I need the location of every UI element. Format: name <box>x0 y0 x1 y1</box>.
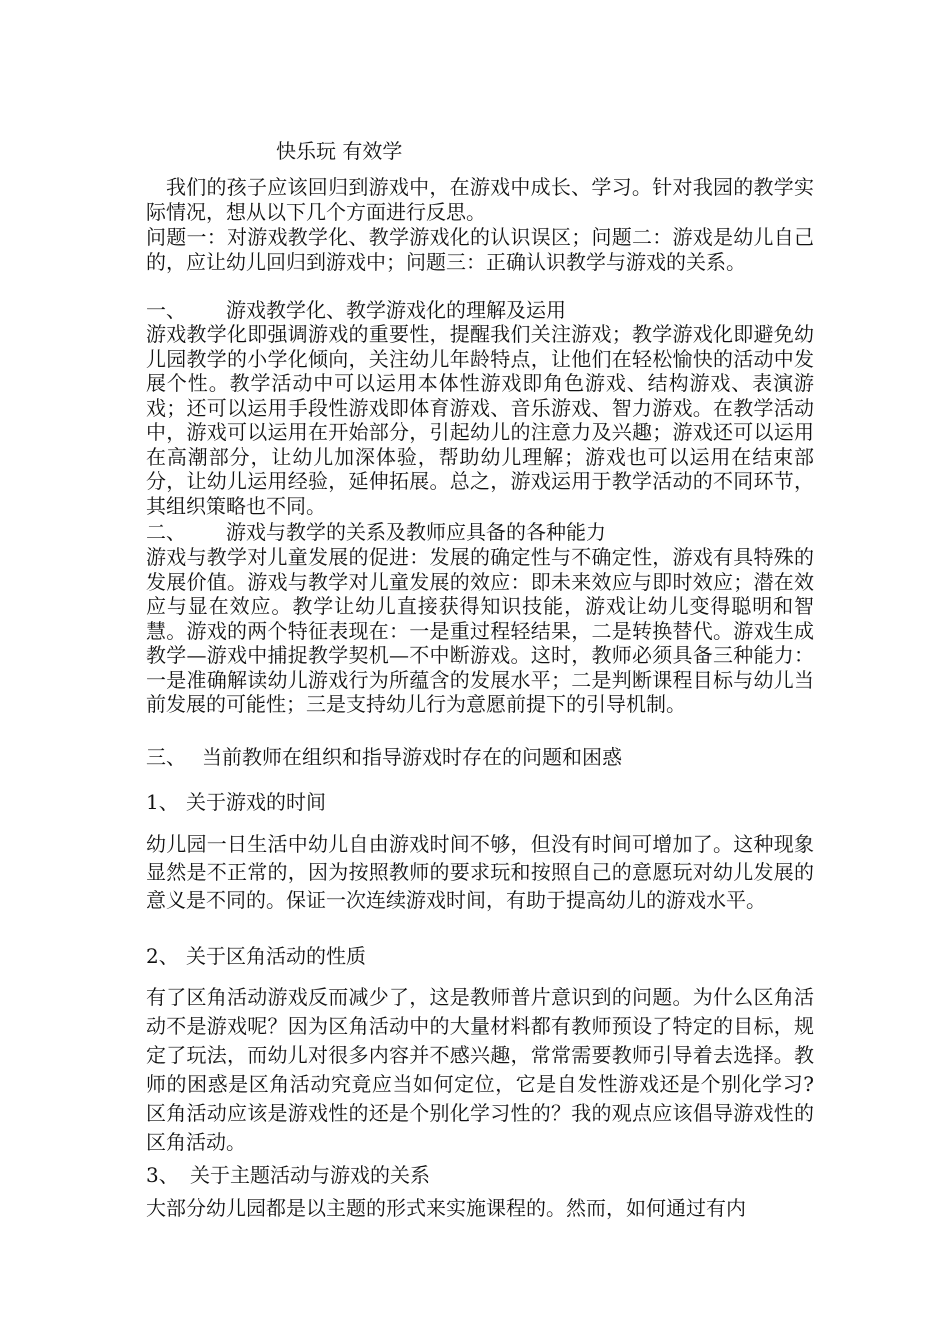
item3-heading <box>146 1163 430 1187</box>
item1-number: 1、 <box>146 790 179 814</box>
section2-title: 游戏与教学的关系及教师应具备的各种能力 <box>226 520 606 544</box>
section1-heading <box>146 298 566 322</box>
section1-text: 游戏教学化即强调游戏的重要性，提醒我们关注游戏；教学游戏化即避免幼儿园教学的小学化倾向，关注幼儿年龄特点，让他们在轻松愉快的活动中发展个性。教学活动中可以运用本体性游戏即角色游戏、结构游戏、表演游戏；还可以运用手段性游戏即体育游戏、音乐游戏、智力游戏。在教学活动中，游戏可以运用在开始部分，引起幼儿的注意力及兴趣；游戏还可以运用在高潮部分，让幼儿加深体验，帮助幼儿理解；游戏也可以运用在结束部分，让幼儿运用经验，延伸拓展。总之，游戏运用于教学活动的不同环节，其组织策略也不同。 <box>146 322 814 518</box>
item3-body <box>146 1196 814 1221</box>
item2-heading <box>146 944 366 968</box>
item2-number: 2、 <box>146 944 179 968</box>
intro-paragraph <box>146 175 814 224</box>
section3-number: 三、 <box>146 745 186 769</box>
problems-text: 问题一：对游戏教学化、教学游戏化的认识误区；问题二：游戏是幼儿自己的，应让幼儿回归到游戏中；问题三：正确认识教学与游戏的关系。 <box>146 225 814 274</box>
section3-title: 当前教师在组织和指导游戏时存在的问题和困惑 <box>202 745 622 769</box>
item1-body <box>146 830 814 914</box>
item2-body <box>146 983 814 1157</box>
item2-text: 有了区角活动游戏反而减少了，这是教师普片意识到的问题。为什么区角活动不是游戏呢？因为区角活动中的大量材料都有教师预设了特定的目标，规定了玩法，而幼儿对很多内容并不感兴趣，常常需要教师引导着去选择。教师的困惑是区角活动究竟应当如何定位，它是自发性游戏还是个别化学习?区角活动应该是游戏性的还是个别化学习性的？我的观点应该倡导游戏性的区角活动。 <box>146 985 814 1154</box>
section1-body <box>146 322 814 518</box>
item1-heading <box>146 790 326 814</box>
section1-number: 一、 <box>146 298 186 322</box>
section1-title: 游戏教学化、教学游戏化的理解及运用 <box>226 298 566 322</box>
problems-paragraph <box>146 225 814 274</box>
section3-heading <box>146 745 622 769</box>
item1-title: 关于游戏的时间 <box>186 790 326 814</box>
intro-text: 我们的孩子应该回归到游戏中，在游戏中成长、学习。针对我园的教学实际情况，想从以下几个方面进行反思。 <box>146 175 814 224</box>
item3-number: 3、 <box>146 1163 179 1187</box>
item3-text: 大部分幼儿园都是以主题的形式来实施课程的。然而，如何通过有内 <box>146 1196 746 1220</box>
section2-heading <box>146 520 606 544</box>
item3-title: 关于主题活动与游戏的关系 <box>190 1163 430 1187</box>
section2-body <box>146 545 814 717</box>
section2-number: 二、 <box>146 520 186 544</box>
section2-text: 游戏与教学对儿童发展的促进：发展的确定性与不确定性，游戏有具特殊的发展价值。游戏与教学对儿童发展的效应：即未来效应与即时效应；潜在效应与显在效应。教学让幼儿直接获得知识技能，游戏让幼儿变得聪明和智慧。游戏的两个特征表现在：一是重过程轻结果，二是转换替代。游戏生成教学—游戏中捕捉教学契机—不中断游戏。这时，教师必须具备三种能力：一是准确解读幼儿游戏行为所蕴含的发展水平；二是判断课程目标与幼儿当前发展的可能性；三是支持幼儿行为意愿前提下的引导机制。 <box>146 545 814 716</box>
document-title: 快乐玩 有效学 <box>276 139 403 163</box>
item1-text: 幼儿园一日生活中幼儿自由游戏时间不够，但没有时间可增加了。这种现象显然是不正常的，因为按照教师的要求玩和按照自己的意愿玩对幼儿发展的意义是不同的。保证一次连续游戏时间，有助于提高幼儿的游戏水平。 <box>146 832 814 912</box>
item2-title: 关于区角活动的性质 <box>186 944 366 968</box>
